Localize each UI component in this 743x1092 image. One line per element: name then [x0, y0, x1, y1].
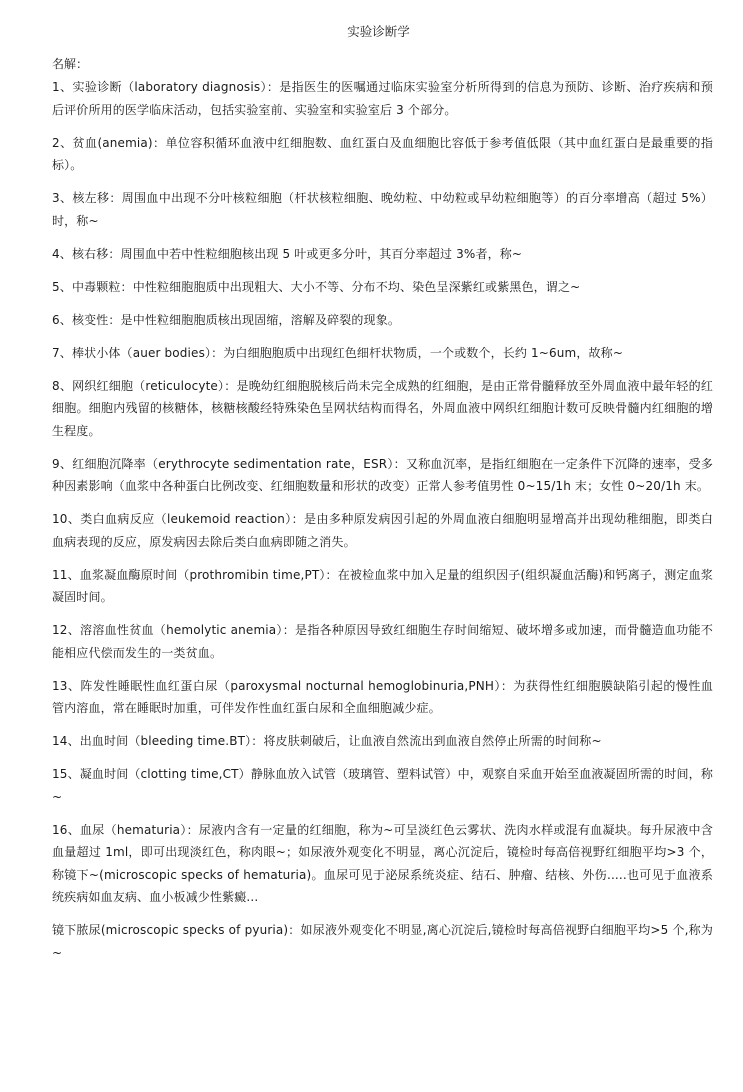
document-title: 实验诊断学: [347, 24, 410, 39]
definition-entry: [52, 564, 713, 609]
section-label: 名解：: [52, 57, 89, 71]
entry-term: 网织红细胞（reticulocyte）：: [72, 378, 237, 393]
definition-entry: [52, 453, 713, 498]
entry-definition: 静脉血放入试管（玻璃管、塑料试管）中，观察自采血开始至血液凝固所需的时间，称~: [52, 767, 713, 804]
definition-list: [52, 76, 713, 964]
entry-number: 1、: [52, 80, 73, 94]
definition-entry: [52, 76, 713, 121]
entry-term: 实验诊断（laboratory diagnosis）：: [72, 80, 280, 94]
entry-term: 贫血(anemia)：: [72, 135, 166, 150]
entry-definition: 是由多种原发病因引起的外周血液白细胞明显增高并出现幼稚细胞，即类白血病表现的反应，原发病因去除后类白血病即随之消失。: [52, 512, 713, 549]
entry-term: 凝血时间（clotting time,CT）: [79, 767, 251, 781]
entry-definition: 周围血中若中性粒细胞核出现 5 叶或更多分叶，其百分率超过 3%者，称~: [120, 246, 523, 261]
entry-definition: 单位容积循环血液中红细胞数、血红蛋白及血细胞比容低于参考值低限（其中血红蛋白是最重要的指标）。: [52, 135, 714, 172]
entry-term: 阵发性睡眠性血红蛋白尿（paroxysmal nocturnal hemoglobinuria,PNH）：: [80, 678, 514, 693]
entry-term: 棒状小体（auer bodies）：: [71, 345, 224, 360]
entry-definition: 尿液内含有一定量的红细胞，称为~可呈淡红色云雾状、洗肉水样或混有血凝块。每升尿液中含血量超过 1ml，即可出现淡红色，称肉眼~；如尿液外观变化不明显，离心沉淀后，镜检时每高倍视野红细胞平均>3 个，称镜下~(microscopic specks of hematuria)。血尿可见于泌尿系统炎症、结石、肿瘤、结核、外伤.....也可见于血液系统疾病如血友病、血小板减少性紫癜...: [52, 822, 713, 904]
entry-definition: 为获得性红细胞膜缺陷引起的慢性血管内溶血，常在睡眠时加重，可伴发作性血红蛋白尿和全血细胞减少症。: [52, 678, 713, 715]
entry-term: 溶溶血性贫血（hemolytic anemia）：: [80, 623, 296, 637]
definition-entry: [52, 375, 713, 443]
definition-entry: [52, 243, 713, 266]
entry-number: 15、: [52, 767, 80, 781]
entry-term: 核左移：: [72, 191, 122, 205]
entry-term: 血浆凝血酶原时间（prothromibin time,PT）：: [79, 567, 338, 582]
definition-entry: [52, 763, 713, 808]
definition-entry: [52, 675, 713, 720]
entry-definition: 是晚幼红细胞脱核后尚未完全成熟的红细胞，是由正常骨髓释放至外周血液中最年轻的红细胞。细胞内残留的核糖体，核糖核酸经特殊染色呈网状结构而得名，外周血液中网织红细胞计数可反映骨髓内红细胞的增生程度。: [52, 378, 713, 438]
entry-number: 11、: [52, 567, 80, 582]
entry-number: 13、: [52, 678, 81, 693]
entry-definition: 是中性粒细胞胞质核出现固缩，溶解及碎裂的现象。: [120, 312, 400, 327]
entry-term: 出血时间（bleeding time.BT）：: [79, 734, 264, 748]
entry-definition: 是指各种原因导致红细胞生存时间缩短、破坏增多或加速，而骨髓造血功能不能相应代偿而发生的一类贫血。: [52, 623, 713, 660]
definition-entry: [52, 187, 713, 232]
definition-entry: [52, 508, 713, 553]
entry-term: 核变性：: [71, 312, 121, 327]
entry-number: 9、: [52, 456, 73, 471]
entry-number: 12、: [52, 623, 81, 637]
definition-entry: [52, 132, 713, 177]
entry-definition: 将皮肤刺破后，让血液自然流出到血液自然停止所需的时间称~: [263, 734, 602, 748]
definition-entry: [52, 342, 713, 365]
entry-definition: 为白细胞胞质中出现红色细杆状物质，一个或数个，长约 1~6um，故称~: [223, 345, 624, 360]
entry-term: 镜下脓尿(microscopic specks of pyuria)：: [52, 923, 301, 937]
definition-entry: [52, 730, 713, 753]
definition-entry: [52, 309, 713, 332]
entry-term: 红细胞沉降率（erythrocyte sedimentation rate，ESR）：: [72, 456, 406, 471]
entry-term: 核右移：: [71, 246, 121, 261]
entry-number: 7、: [52, 345, 72, 360]
entry-number: 4、: [52, 246, 72, 261]
entry-number: 6、: [52, 312, 72, 327]
entry-number: 3、: [52, 191, 73, 205]
entry-number: 10、: [52, 512, 81, 526]
entry-definition: 在被检血浆中加入足量的组织因子(组织凝血活酶)和钙离子，测定血浆凝固时间。: [52, 567, 713, 604]
entry-number: 14、: [52, 734, 80, 748]
entry-term: 中毒颗粒：: [71, 279, 133, 294]
definition-entry: [52, 919, 713, 964]
entry-number: 2、: [52, 135, 73, 150]
entry-definition: 中性粒细胞胞质中出现粗大、大小不等、分布不均、染色呈深紫红或紫黑色，谓之~: [132, 279, 581, 294]
entry-number: 8、: [52, 378, 73, 393]
definition-entry: [52, 619, 713, 664]
definition-entry: [52, 819, 713, 909]
entry-number: 5、: [52, 279, 72, 294]
entry-number: 16、: [52, 822, 80, 837]
entry-definition: 如尿液外观变化不明显,离心沉淀后,镜检时每高倍视野白细胞平均>5 个,称为~: [52, 923, 714, 960]
definition-entry: [52, 276, 713, 299]
entry-definition: 周围血中出现不分叶核粒细胞（杆状核粒细胞、晚幼粒、中幼粒或早幼粒细胞等）的百分率增高（超过 5%）时，称~: [52, 191, 713, 228]
entry-definition: 又称血沉率，是指红细胞在一定条件下沉降的速率，受多种因素影响（血浆中各种蛋白比例改变、红细胞数量和形状的改变）正常人参考值男性 0~15/1h 末；女性 0~20/1h 末。: [52, 456, 714, 493]
entry-term: 类白血病反应（leukemoid reaction）：: [80, 512, 305, 526]
entry-term: 血尿（hematuria）：: [80, 822, 199, 837]
entry-definition: 是指医生的医嘱通过临床实验室分析所得到的信息为预防、诊断、治疗疾病和预后评价所用的医学临床活动，包括实验室前、实验室和实验室后 3 个部分。: [52, 80, 713, 117]
